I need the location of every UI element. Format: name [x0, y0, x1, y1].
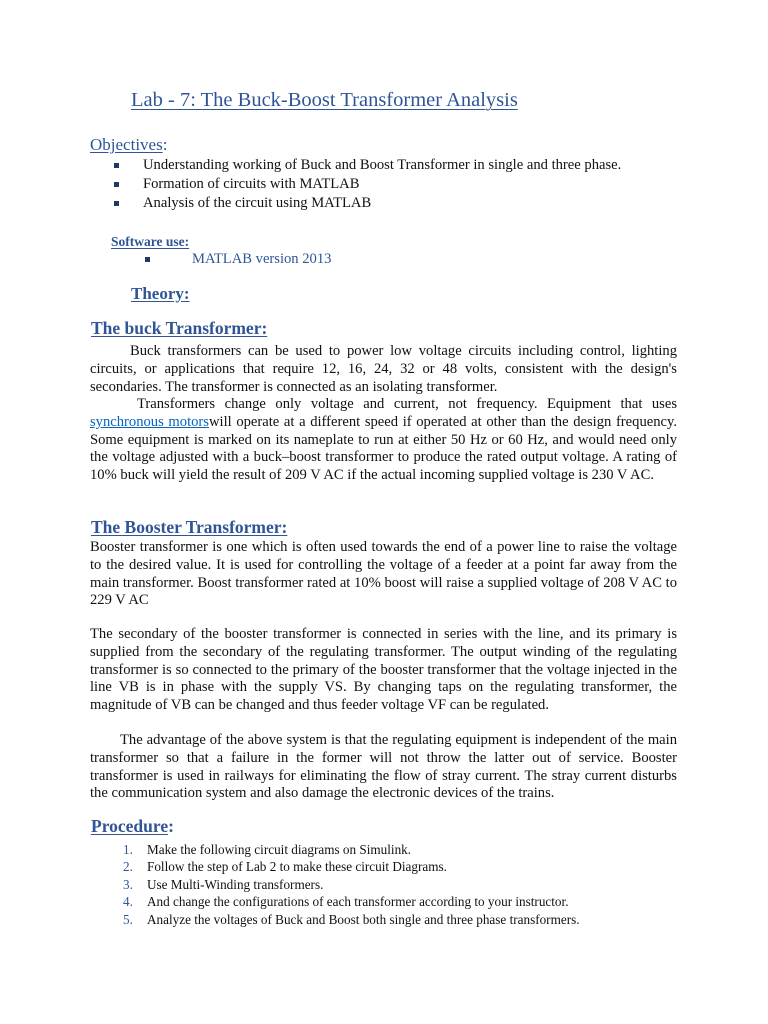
objective-text: Analysis of the circuit using MATLAB [143, 195, 372, 211]
step-number: 1. [123, 842, 133, 857]
procedure-heading: Procedure: [91, 816, 174, 836]
software-heading: Software use: [111, 234, 190, 249]
step-number: 2. [123, 859, 133, 875]
step-number: 3. [123, 876, 133, 892]
booster-paragraph-2: The secondary of the booster transformer is connected in series with the line, and its primary is supplied from the secondary of the regulating transformer. The output winding of the regulating transformer is so connected to the primary of the booster transformer that the voltage injected in the line VB is in phase with the supply VS. By changing taps on the regulating transformer, the magnitude of VB can be changed and thus feeder voltage VF can be regulated. [90, 626, 677, 714]
objectives-heading: Objectives: [90, 135, 168, 154]
software-item-text: MATLAB version 2013 [192, 251, 332, 267]
square-bullet-icon [114, 201, 119, 206]
procedure-steps [123, 841, 580, 928]
page-title: Lab - 7: The Buck-Boost Transformer Analysis [131, 89, 518, 111]
step-number: 5. [123, 911, 133, 927]
booster-heading: The Booster Transformer: [91, 517, 288, 537]
objective-text: Formation of circuits with MATLAB [143, 176, 360, 192]
objectives-heading-text: Objectives [90, 135, 163, 154]
procedure-step [123, 893, 580, 910]
software-item [145, 251, 331, 269]
step-text: And change the configurations of each transformer according to your instructor. [147, 894, 569, 910]
square-bullet-icon [114, 182, 119, 187]
booster-paragraph-3: The advantage of the above system is that the regulating equipment is independent of the main transformer so that a failure in the former will not throw the latter out of service. Booster transformer is used in railways for eliminating the flow of stray current. The stray current disturbs the communication system and also damage the electronic devices of the trains. [90, 732, 677, 802]
procedure-heading-text: Procedure [91, 816, 169, 836]
buck-paragraph-2-end: will operate at a different speed if operated at other than the design frequency. Some equipment is marked on its nameplate to run at either 50 Hz or 60 Hz, and would need only the voltage adjusted with a buck–boost transformer to produce the rated output voltage. A rating of 10% buck will yield the result of 209 V AC if the actual incoming supplied voltage is 230 V AC. [90, 413, 677, 484]
step-text: Use Multi-Winding transformers. [147, 876, 324, 892]
booster-paragraph-1: Booster transformer is one which is often used towards the end of a power line to raise the voltage to the desired value. It is used for controlling the voltage of a feeder at a point far away from the main transformer. Boost transformer rated at 10% boost will raise a supplied voltage of 208 V AC to 229 V AC [90, 539, 677, 609]
buck-heading: The buck Transformer: [91, 318, 268, 338]
objective-text: Understanding working of Buck and Boost Transformer in single and three phase. [143, 157, 622, 173]
theory-heading: Theory: [131, 284, 190, 303]
theory-heading-text: Theory [131, 284, 184, 303]
objective-item [110, 157, 621, 176]
objectives-list [110, 157, 621, 214]
step-text: Follow the step of Lab 2 to make these circuit Diagrams. [147, 859, 447, 875]
buck-paragraph-1: Buck transformers can be used to power low voltage circuits including control, lighting circuits, or applications that require 12, 16, 24, 32 or 48 volts, consistent with the design's secondaries. The transformer is connected as an isolating transformer. [90, 343, 677, 395]
synchronous-motors-link[interactable]: synchronous motors [90, 413, 209, 430]
step-text: Make the following circuit diagrams on Simulink. [147, 842, 412, 857]
procedure-step [123, 841, 580, 858]
step-number: 4. [123, 894, 133, 910]
buck-paragraph-2-start: Transformers change only voltage and current, not frequency. Equipment that uses [137, 396, 677, 412]
objective-item [110, 176, 621, 195]
square-bullet-icon [114, 163, 119, 168]
procedure-step [123, 911, 580, 928]
buck-paragraph-2 [90, 396, 677, 485]
step-text: Analyze the voltages of Buck and Boost both single and three phase transformers. [147, 911, 580, 927]
procedure-step [123, 858, 580, 875]
objective-item [110, 195, 621, 214]
procedure-step [123, 876, 580, 893]
square-bullet-icon [145, 257, 150, 262]
